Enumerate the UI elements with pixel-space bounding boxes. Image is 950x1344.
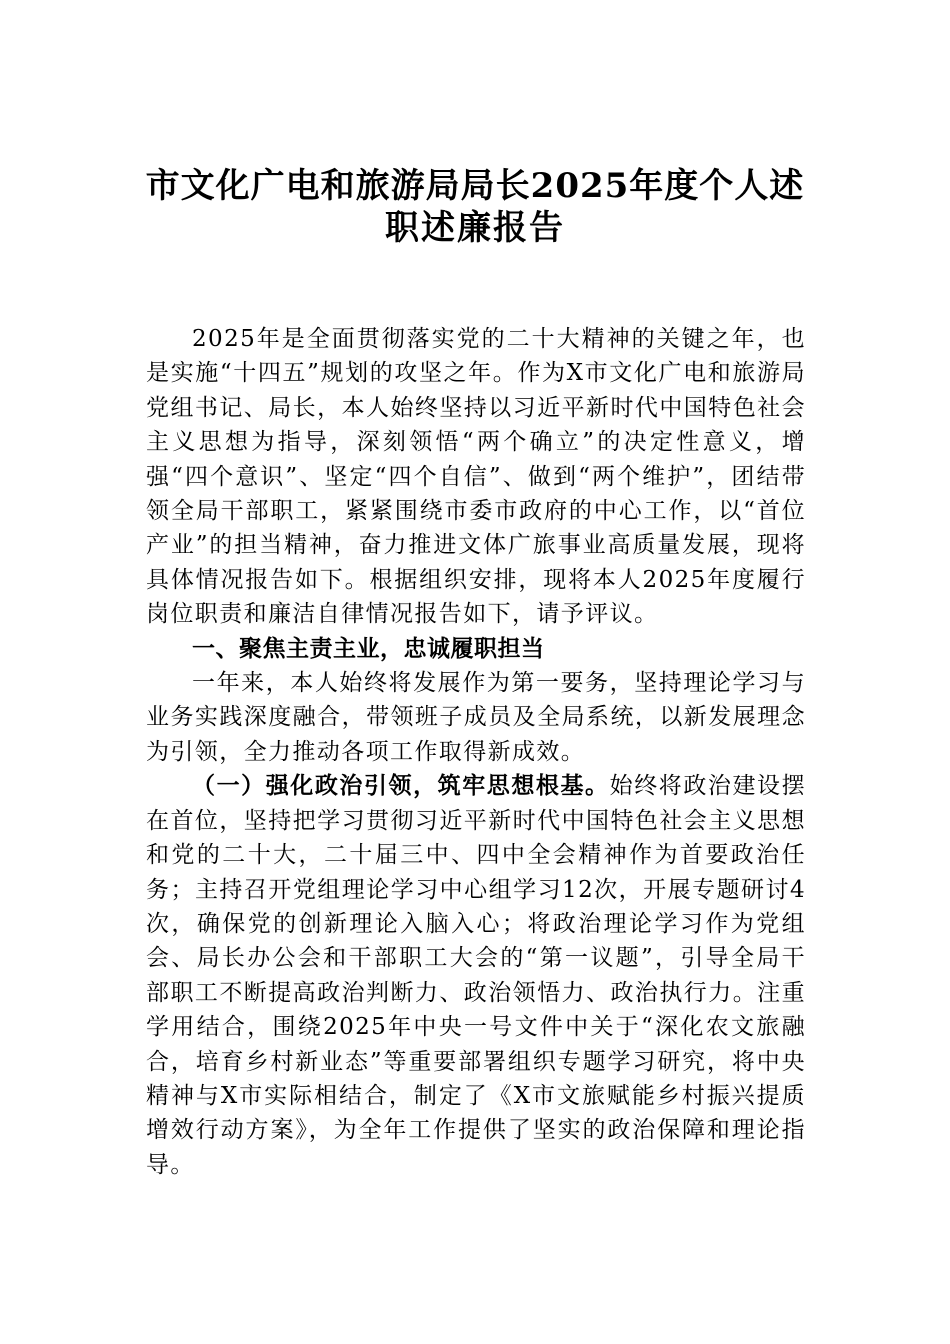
paragraph-3 [146, 769, 806, 1182]
document-body [146, 322, 806, 1182]
paragraph-3-lead: （一）强化政治引领，筑牢思想根基。 [192, 772, 610, 800]
document-title-line-2: 职述廉报告 [385, 208, 565, 248]
paragraph-3-body: 始终将政治建设摆在首位，坚持把学习贯彻习近平新时代中国特色社会主义思想和党的二十大，二十届三中、四中全会精神作为首要政治任务；主持召开党组理论学习中心组学习12次，开展专题研讨4次，确保党的创新理论入脑入心；将政治理论学习作为党组会、局长办公会和干部职工大会的“第一议题”，引导全局干部职工不断提高政治判断力、政治领悟力、政治执行力。注重学用结合，围绕2025年中央一号文件中关于“深化农文旅融合，培育乡村新业态”等重要部署组织专题学习研究，将中央精神与X市实际相结合，制定了《X市文旅赋能乡村振兴提质增效行动方案》，为全年工作提供了坚实的政治保障和理论指导。 [146, 773, 806, 1178]
paragraph-2: 一年来，本人始终将发展作为第一要务，坚持理论学习与业务实践深度融合，带领班子成员及全局系统，以新发展理念为引领，全力推动各项工作取得新成效。 [146, 670, 806, 765]
document-title-line-1: 市文化广电和旅游局局长2025年度个人述 [145, 166, 805, 206]
section-heading-1: 一、聚焦主责主业，忠诚履职担当 [192, 635, 545, 662]
paragraph-intro: 2025年是全面贯彻落实党的二十大精神的关键之年，也是实施“十四五”规划的攻坚之年。作为X市文化广电和旅游局党组书记、局长，本人始终坚持以习近平新时代中国特色社会主义思想为指导，深刻领悟“两个确立”的决定性意义，增强“四个意识”、坚定“四个自信”、做到“两个维护”，团结带领全局干部职工，紧紧围绕市委市政府的中心工作，以“首位产业”的担当精神，奋力推进文体广旅事业高质量发展，现将具体情况报告如下。根据组织安排，现将本人2025年度履行岗位职责和廉洁自律情况报告如下，请予评议。 [146, 326, 806, 628]
